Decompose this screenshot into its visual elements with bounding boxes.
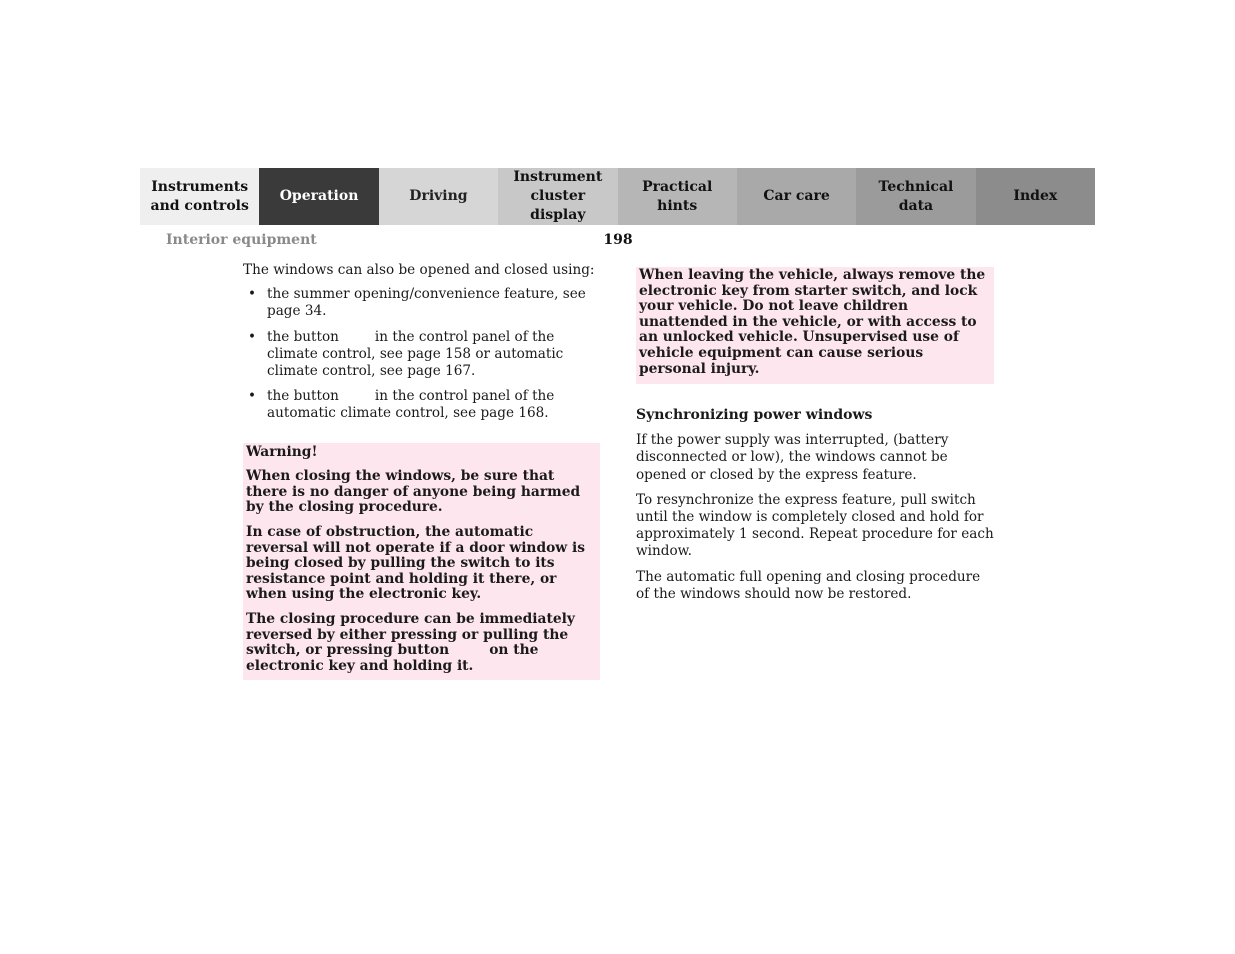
bullet-icon: • (248, 286, 257, 303)
page-number: 198 (603, 232, 633, 248)
body-paragraph: If the power supply was interrupted, (battery disconnected or low), the windows cannot be opened or closed by the express feature. (636, 432, 949, 483)
tab-label-line: Technical (878, 178, 954, 195)
list-item (243, 388, 600, 422)
warning-paragraph (246, 612, 597, 674)
tab-practical-hints[interactable] (618, 168, 737, 225)
tab-label-line: Index (1013, 188, 1058, 204)
tab-label-line: data (898, 197, 934, 214)
warning-box (243, 443, 600, 681)
warning-box-vehicle (636, 267, 994, 384)
tab-car-care[interactable] (737, 168, 856, 225)
tab-label-line: Driving (409, 188, 468, 204)
list-item (243, 286, 600, 320)
list-item (243, 329, 600, 381)
tab-instrument-cluster-display[interactable] (498, 168, 617, 225)
tab-label-line: Instrument (513, 169, 603, 185)
warning-paragraph: When leaving the vehicle, always remove the electronic key from starter switch, and lock your vehicle. Do not leave children unattended in the vehicle, or with access to an unlocked vehicle. Unsupervised use of vehicle equipment can cause serious personal injury. (639, 267, 986, 377)
list-item-text: in the control panel of the automatic climate control, see page 168. (267, 388, 555, 422)
bullet-list (243, 286, 600, 422)
tab-label-line: Practical hints (642, 178, 713, 214)
intro-text: The windows can also be opened and closed using: (243, 262, 595, 278)
list-item-text: the button (267, 388, 339, 405)
section-heading: Synchronizing power windows (636, 407, 873, 424)
tab-technical-data[interactable] (856, 168, 975, 225)
body-paragraph: To resynchronize the express feature, pull switch until the window is completely closed and hold for approximately 1 second. Repeat procedure for each window. (636, 491, 994, 560)
warning-paragraph: In case of obstruction, the automatic reversal will not operate if a door window is being closed by pulling the switch to its resistance point and holding it there, or when using the electronic key. (246, 524, 586, 603)
bullet-icon: • (248, 328, 257, 345)
list-item-text: in the control panel of the climate control, see page 158 or automatic climate control, see page 167. (267, 328, 564, 380)
warning-paragraph: When closing the windows, be sure that there is no danger of anyone being harmed by the closing procedure. (246, 468, 581, 516)
tab-index[interactable] (976, 168, 1095, 225)
tab-instruments-and-controls[interactable] (140, 168, 259, 225)
section-running-head: Interior equipment (166, 232, 317, 248)
warning-text: The closing procedure can be immediately reversed by either pressing or pulling the switch, or pressing button (246, 610, 575, 659)
list-item-text: the button (267, 328, 339, 345)
body-paragraph: The automatic full opening and closing procedure of the windows should now be restored. (636, 568, 981, 602)
warning-text: on the electronic key and holding it. (246, 642, 539, 674)
bullet-icon: • (248, 388, 257, 405)
warning-title: Warning! (246, 443, 318, 460)
tab-driving[interactable] (379, 168, 498, 225)
tab-label-line: Instruments (151, 178, 249, 195)
list-item-text: the summer opening/convenience feature, see page 34. (267, 286, 586, 320)
left-column (243, 262, 600, 680)
chapter-tab-bar (140, 168, 1095, 225)
tab-label-line: cluster display (530, 188, 586, 223)
tab-label-line: Car care (763, 188, 830, 204)
tab-label-line: and controls (150, 197, 249, 214)
right-column (636, 267, 994, 611)
tab-operation[interactable] (259, 168, 378, 225)
tab-label-line: Operation (279, 188, 359, 204)
